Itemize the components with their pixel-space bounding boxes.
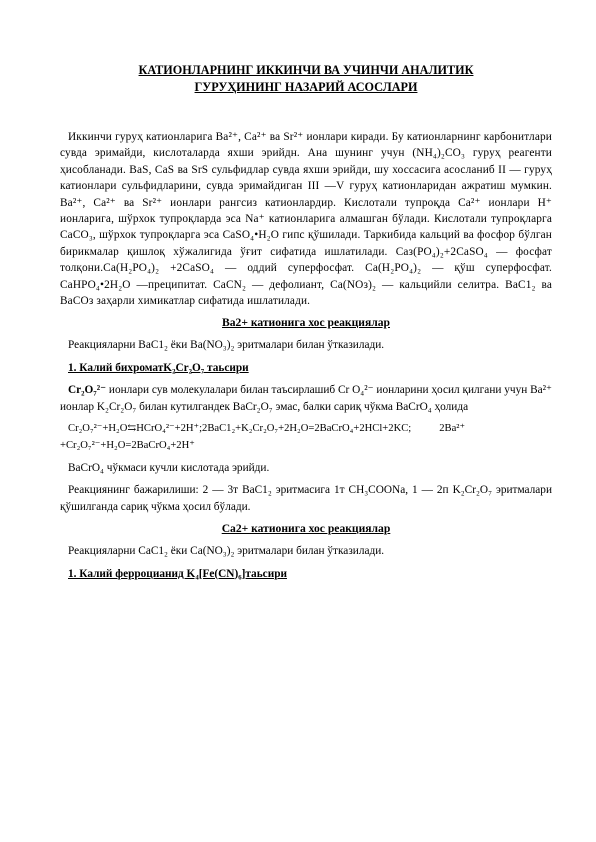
solubility-note: BaCrO₄ чўкмаси кучли кислотада эрийди. [68, 461, 270, 474]
reaction-equation-main: Cr₂O₇²⁻+H₂O⇆HCrO₄²⁻+2H⁺;2BaC1₂+K₂Cr₂O₇+2H₂O=2BaCrO₄+2HCl+2KC; [68, 423, 412, 435]
section-heading-ca: Ca2+ катионига хос реакциялар [221, 522, 391, 536]
document-page [60, 62, 552, 582]
section-ca-intro: Реакцияларни CaC1₂ ёки Ca(NO₃)₂ эритмалари билан ўтказилади. [68, 545, 385, 558]
dichromate-paragraph [60, 382, 552, 415]
section-heading-ba: Ba2+ катионига хос реакциялар [222, 316, 390, 330]
dichromate-text: ионлари сув молекулалари билан таъсирлашиб Cr O₄²⁻ ионларини ҳосил қилгани учун Ba²⁺ ионлар K₂Cr₂O₇ билан кутилгандек BaCr₂O₇ эмас, балки сариқ чўкма BaCrO₄ ҳолида [60, 384, 552, 413]
intro-paragraph: Иккинчи гуруҳ катионларига Ba²⁺, Ca²⁺ ва Sr²⁺ ионлари киради. Бу катионларнинг карбонитлари сувда эримайди, кислоталарда яхши эрийдн. Ана шунинг учун (NH₄)₂CO₃ гуруҳ реагенти ҳисобланади. BaS, CaS ва SrS сульфидлар сувда яхши эрийди, шу хоссасига асосланиб II — гуруҳ катионлари сульфидларини, сувда эримайдиган III —V гуруҳ катионларидан ажратиш мумкин. Ba²⁺, Ca²⁺ ва Sr²⁺ ионлари рангсиз катионлардир. Кислотали тупроқда Ca²⁺ ионлари H⁺ ионларига, шўрхок тупроқларда эса Na⁺ катионларига алмашган бўлади. Кислотали тупроқларга CaCO₃, шўрхок тупроқларга эса CaSO₄•H₂O гипс қўшилади. Таркибида кальций ва фосфор бўлган бирикмалар қишлоқ хўжалигида ўғит сифатида ишлатилади. Caз(PO₄)₂+2CaSO₄ — фосфат толқони.Ca(H₂PO₄)₂ +2CaSO₄ — оддий суперфосфат. Ca(H₂PO₄)₂ — қўш суперфосфат. CaHPO₄•2H₂O —преципитат. CaCN₂ — дефолиант, Ca(NOз)₂ — кальцийли селитра. BaC1₂ ва BaCOз заҳарли химикатлар сифатида ишлатилади. [60, 131, 552, 308]
document-title [60, 62, 552, 96]
reaction-equation [60, 421, 552, 454]
title-line-2: ГУРУҲИНИНГ НАЗАРИЙ АСОСЛАРИ [194, 80, 418, 94]
procedure-paragraph: Реакциянинг бажарилиши: 2 — 3т BaC1₂ эритмасига 1т CH₃COONa, 1 — 2п K₂Cr₂O₇ эритмалари қўшилганда сариқ чўкма ҳосил бўлади. [60, 484, 552, 513]
title-line-1: КАТИОНЛАРНИНГ ИККИНЧИ ВА УЧИНЧИ АНАЛИТИК [138, 63, 474, 77]
subheading-potassium-dichromate: 1. Калий бихроматK₂Cr₂O₇ таьсири [68, 361, 249, 374]
dichromate-ion: Cr₂O₇²⁻ [68, 384, 107, 397]
reaction-equation-continued: +Cr₂O₇²⁻+H₂O=2BaCrO₄+2H⁺ [60, 439, 195, 451]
reaction-equation-right: 2Ba²⁺ [439, 423, 466, 435]
subheading-potassium-ferrocyanide: 1. Калий ферроцианид K₄[Fe(CN)₆]таьсири [68, 567, 287, 580]
section-ba-intro: Реакцияларни BaC1₂ ёки Ba(NO₃)₂ эритмалари билан ўтказилади. [68, 339, 385, 352]
